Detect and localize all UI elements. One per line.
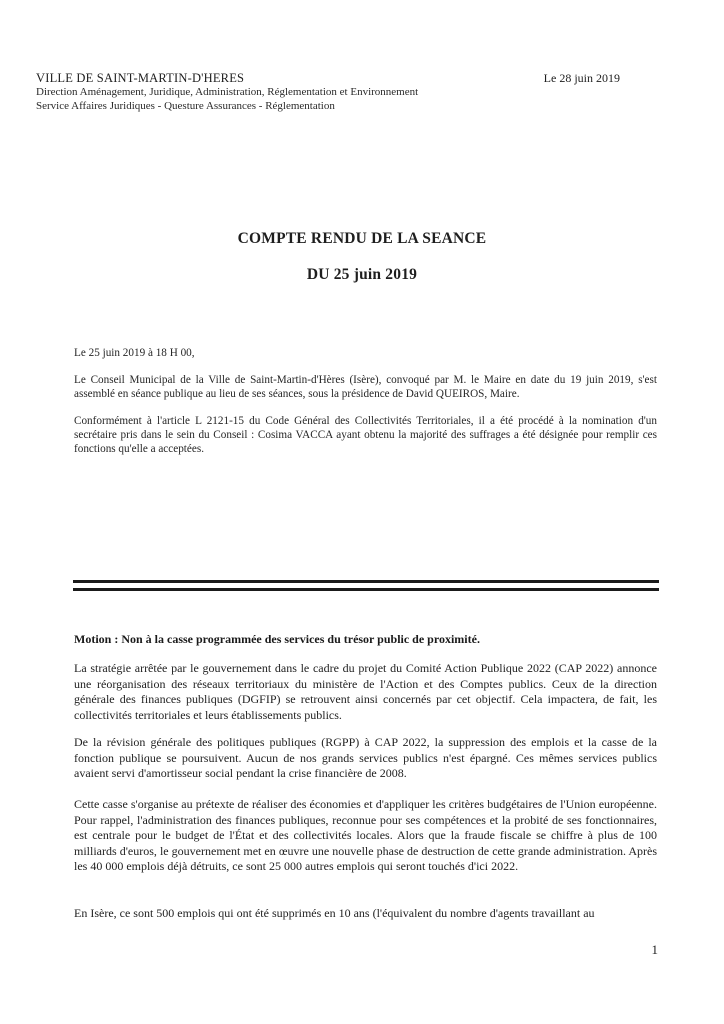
motion-paragraph: En Isère, ce sont 500 emplois qui ont été supprimés en 10 ans (l'équivalent du nombre d'agents travaillant au xyxy=(74,906,595,920)
session-convocation: Le Conseil Municipal de la Ville de Saint-Martin-d'Hères (Isère), convoqué par M. le Maire en date du 19 juin 2019, s'est assemblé en séance publique au lieu de ses séances, sous la présidence de David QUEIROS, Maire. xyxy=(74,374,657,400)
motion-title: Motion : Non à la casse programmée des services du trésor public de proximité. xyxy=(74,632,480,646)
page-number: 1 xyxy=(651,942,658,957)
letterhead xyxy=(36,71,506,113)
document-title: COMPTE RENDU DE LA SEANCE xyxy=(237,230,487,247)
department-name: Direction Aménagement, Juridique, Administration, Réglementation et Environnement xyxy=(36,86,419,98)
motion-paragraph: La stratégie arrêtée par le gouvernement dans le cadre du projet du Comité Action Publique 2022 (CAP 2022) annonce une réorganisation des réseaux territoriaux du ministère de l'Action et des Comptes publics. Ceux de la direction générale des finances publiques (DGFIP) se retrouvent ainsi concernés par cet objectif. Cela impactera, de fait, les collectivités territoriales et leurs établissements publics. xyxy=(74,661,657,722)
document-date: Le 28 juin 2019 xyxy=(543,71,620,85)
session-opening: Le 25 juin 2019 à 18 H 00, xyxy=(74,347,195,359)
organization-name: VILLE DE SAINT-MARTIN-D'HERES xyxy=(36,71,245,85)
session-secretary: Conformément à l'article L 2121-15 du Code Général des Collectivités Territoriales, il a été procédé à la nomination d'un secrétaire pris dans le sein du Conseil : Cosima VACCA ayant obtenu la majorité des suffrages a été désignée pour remplir ces fonctions qu'elle a acceptées. xyxy=(74,415,657,455)
divider-rule-bottom xyxy=(73,588,659,591)
service-name: Service Affaires Juridiques - Questure Assurances - Réglementation xyxy=(36,100,335,112)
document-subtitle: DU 25 juin 2019 xyxy=(306,266,418,283)
motion-paragraph: De la révision générale des politiques publiques (RGPP) à CAP 2022, la suppression des emplois et la casse de la fonction publique se poursuivent. Aucun de nos grands services publics n'est épargné. Ces mêmes services publics avaient servi d'amortisseur social pendant la crise financière de 2008. xyxy=(74,735,657,780)
divider-rule-top xyxy=(73,580,659,583)
motion-paragraph: Cette casse s'organise au prétexte de réaliser des économies et d'appliquer les critères budgétaires de l'Union européenne. Pour rappel, l'administration des finances publiques, reconnue pour ses compétences et la probité de ses fonctionnaires, est centrale pour le budget de l'État et des collectivités locales. Alors que la fraude fiscale se chiffre à plus de 100 milliards d'euros, le gouvernement met en œuvre une nouvelle phase de destruction de cette grande administration. Après les 40 000 emplois déjà détruits, ce sont 25 000 autres emplois qui seront touchés d'ici 2022. xyxy=(74,797,657,873)
